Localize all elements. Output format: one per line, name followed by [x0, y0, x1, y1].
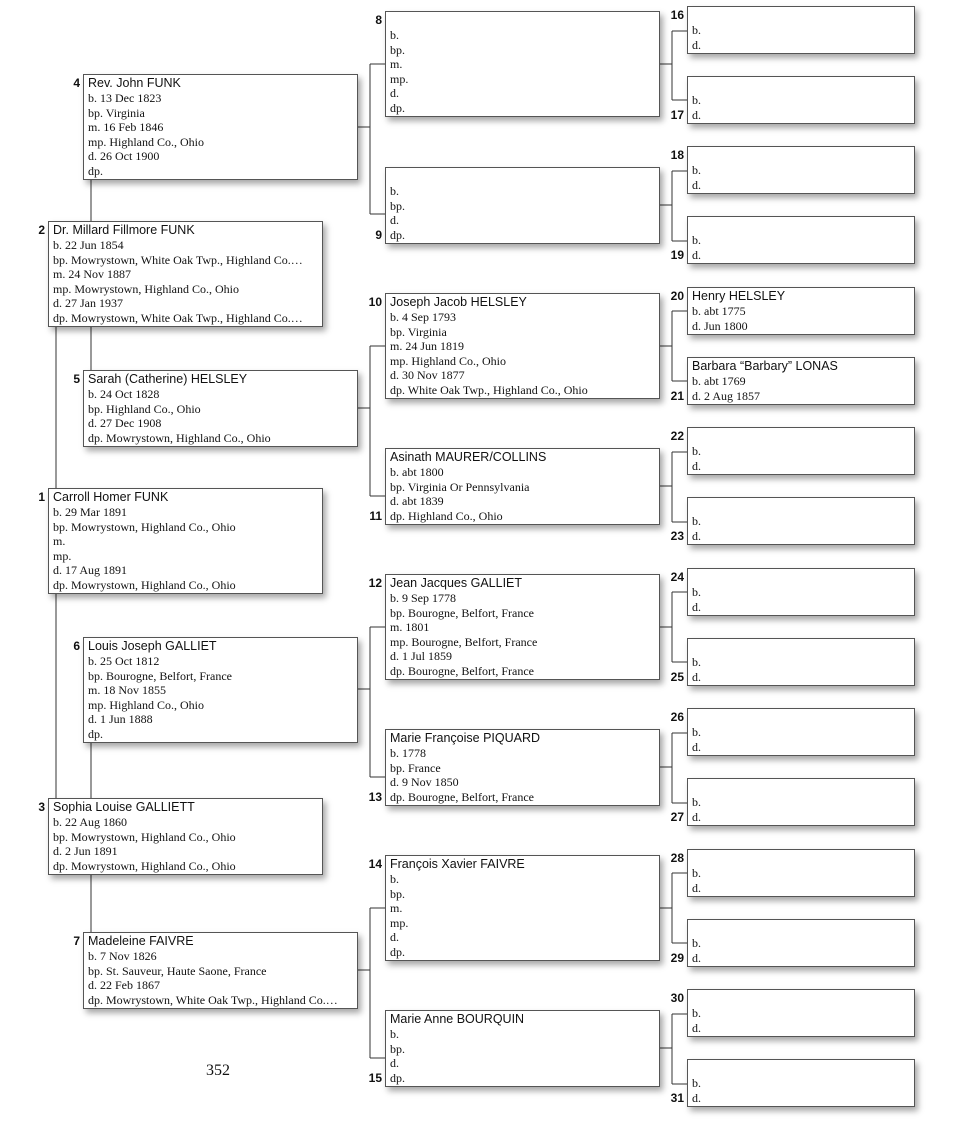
- fact-line: d.: [692, 880, 701, 895]
- ahnentafel-number: 27: [670, 810, 684, 824]
- fact-line: dp.: [390, 100, 405, 115]
- fact-line: dp.: [390, 944, 405, 959]
- fact-line: b. 22 Jun 1854: [53, 238, 124, 252]
- fact-line: dp. Mowrystown, Highland Co., Ohio: [53, 858, 236, 873]
- person-box-6[interactable]: [83, 637, 358, 743]
- fact-line: mp.: [53, 548, 72, 563]
- fact-line: b.: [390, 28, 399, 42]
- fact-line: b. 24 Oct 1828: [88, 387, 160, 401]
- person-box-20[interactable]: [687, 287, 915, 335]
- ahnentafel-number: 3: [38, 800, 45, 814]
- person-box-3[interactable]: [48, 798, 323, 875]
- person-facts: [692, 1006, 910, 1035]
- ahnentafel-number: 8: [375, 13, 382, 27]
- fact-line: d.: [692, 1090, 701, 1105]
- person-facts: [53, 505, 318, 592]
- fact-line: b.: [692, 866, 701, 880]
- person-box-2[interactable]: [48, 221, 323, 327]
- fact-line: d.: [692, 458, 701, 473]
- ahnentafel-number: 5: [73, 372, 80, 386]
- person-name: Marie Françoise PIQUARD: [390, 731, 541, 745]
- person-name: Carroll Homer FUNK: [53, 490, 169, 504]
- person-facts: [88, 387, 353, 445]
- person-facts: [390, 1027, 655, 1085]
- ahnentafel-number: 19: [670, 248, 684, 262]
- person-name: Jean Jacques GALLIET: [390, 576, 523, 590]
- fact-line: b.: [692, 233, 701, 247]
- fact-line: b.: [692, 1006, 701, 1020]
- fact-line: dp.: [88, 726, 103, 741]
- person-name: [692, 8, 910, 23]
- fact-line: d.: [692, 739, 701, 754]
- fact-line: d.: [692, 1020, 701, 1035]
- fact-line: b. 7 Nov 1826: [88, 949, 157, 963]
- person-box-14[interactable]: [385, 855, 660, 961]
- fact-line: d.: [692, 528, 701, 543]
- fact-line: bp.: [390, 886, 405, 901]
- fact-line: b. 13 Dec 1823: [88, 91, 162, 105]
- person-box-26[interactable]: [687, 708, 915, 756]
- person-name: [692, 921, 910, 936]
- fact-line: bp.: [390, 42, 405, 57]
- person-box-27[interactable]: [687, 778, 915, 826]
- person-box-5[interactable]: [83, 370, 358, 447]
- fact-line: b.: [692, 1076, 701, 1090]
- fact-line: b.: [692, 795, 701, 809]
- fact-line: m. 18 Nov 1855: [88, 683, 166, 697]
- fact-line: d.: [692, 669, 701, 684]
- fact-line: m.: [53, 534, 66, 548]
- fact-line: bp.: [390, 198, 405, 213]
- fact-line: d.: [390, 86, 399, 100]
- person-facts: [692, 655, 701, 684]
- person-box-18[interactable]: [687, 146, 915, 194]
- person-name: Sarah (Catherine) HELSLEY: [88, 372, 248, 386]
- person-facts: [692, 795, 701, 824]
- fact-line: d. 1 Jun 1888: [88, 712, 153, 726]
- person-box-24[interactable]: [687, 568, 915, 616]
- ahnentafel-number: 13: [368, 790, 382, 804]
- fact-line: m. 24 Nov 1887: [53, 267, 131, 281]
- ahnentafel-number: 1: [38, 490, 45, 504]
- fact-line: d. 1 Jul 1859: [390, 649, 453, 663]
- person-facts: [692, 233, 701, 262]
- fact-line: dp. Mowrystown, Highland Co., Ohio: [53, 577, 236, 592]
- person-name: Henry HELSLEY: [692, 289, 786, 303]
- person-facts: [390, 28, 655, 115]
- fact-line: bp.: [390, 1041, 405, 1056]
- fact-line: b. abt 1775: [692, 304, 746, 318]
- person-facts: [692, 304, 910, 333]
- person-box-16[interactable]: [687, 6, 915, 54]
- ahnentafel-number: 18: [670, 148, 684, 162]
- person-box-9[interactable]: [385, 167, 660, 244]
- person-name: Louis Joseph GALLIET: [88, 639, 217, 653]
- person-box-25[interactable]: [687, 638, 915, 686]
- person-box-21[interactable]: [687, 357, 915, 405]
- person-facts: [390, 872, 655, 959]
- fact-line: b.: [692, 93, 701, 107]
- person-name: [390, 169, 655, 184]
- fact-line: b.: [390, 1027, 399, 1041]
- fact-line: d.: [692, 107, 701, 122]
- fact-line: b.: [692, 444, 701, 458]
- fact-line: d.: [692, 247, 701, 262]
- fact-line: d.: [692, 809, 701, 824]
- fact-line: b.: [692, 936, 701, 950]
- fact-line: m. 24 Jun 1819: [390, 339, 465, 353]
- person-name: Asinath MAURER/COLLINS: [390, 450, 547, 464]
- fact-line: dp. Mowrystown, White Oak Twp., Highland Co.…: [88, 992, 338, 1007]
- person-box-15[interactable]: [385, 1010, 660, 1087]
- fact-line: b. abt 1769: [692, 374, 746, 388]
- person-facts: [53, 238, 318, 325]
- fact-line: d.: [390, 930, 399, 944]
- fact-line: bp. Bourogne, Belfort, France: [390, 605, 534, 620]
- person-name: [390, 13, 655, 28]
- person-name: [692, 1061, 910, 1076]
- fact-line: d. 9 Nov 1850: [390, 775, 459, 789]
- person-facts: [88, 91, 353, 178]
- person-name: Madeleine FAIVRE: [88, 934, 194, 948]
- person-box-19[interactable]: [687, 216, 915, 264]
- person-name: [692, 710, 910, 725]
- page-number: 352: [206, 1062, 230, 1079]
- fact-line: mp. Highland Co., Ohio: [88, 134, 204, 149]
- ahnentafel-number: 16: [670, 8, 684, 22]
- fact-line: b.: [692, 23, 701, 37]
- person-box-29[interactable]: [687, 919, 915, 967]
- fact-line: mp.: [390, 71, 409, 86]
- ahnentafel-number: 28: [670, 851, 684, 865]
- person-name: [692, 991, 910, 1006]
- ahnentafel-number: 31: [670, 1091, 684, 1105]
- ahnentafel-number: 20: [670, 289, 684, 303]
- person-name: [692, 499, 910, 514]
- ahnentafel-number: 17: [670, 108, 684, 122]
- fact-line: b. 4 Sep 1793: [390, 310, 456, 324]
- person-facts: [53, 815, 318, 873]
- person-box-22[interactable]: [687, 427, 915, 475]
- person-box-12[interactable]: [385, 574, 660, 680]
- person-facts: [692, 866, 910, 895]
- fact-line: d.: [390, 1056, 399, 1070]
- person-facts: [390, 310, 655, 397]
- fact-line: d. 27 Dec 1908: [88, 416, 162, 430]
- person-box-23[interactable]: [687, 497, 915, 545]
- fact-line: d.: [390, 213, 399, 227]
- fact-line: bp. Virginia Or Pennsylvania: [390, 479, 530, 494]
- fact-line: bp. Mowrystown, Highland Co., Ohio: [53, 519, 236, 534]
- person-facts: [692, 93, 701, 122]
- fact-line: dp. Highland Co., Ohio: [390, 508, 503, 523]
- person-box-1[interactable]: [48, 488, 323, 594]
- fact-line: d. Jun 1800: [692, 318, 748, 333]
- person-box-13[interactable]: [385, 729, 660, 806]
- fact-line: bp. Bourogne, Belfort, France: [88, 668, 232, 683]
- fact-line: mp. Mowrystown, Highland Co., Ohio: [53, 281, 239, 296]
- fact-line: d. abt 1839: [390, 494, 444, 508]
- fact-line: b.: [692, 725, 701, 739]
- fact-line: d. 17 Aug 1891: [53, 563, 128, 577]
- person-facts: [88, 949, 353, 1007]
- fact-line: dp. White Oak Twp., Highland Co., Ohio: [390, 382, 588, 397]
- person-box-10[interactable]: [385, 293, 660, 399]
- fact-line: d. 2 Aug 1857: [692, 388, 761, 403]
- fact-line: d. 22 Feb 1867: [88, 978, 160, 992]
- fact-line: b.: [390, 872, 399, 886]
- person-box-30[interactable]: [687, 989, 915, 1037]
- fact-line: b.: [692, 514, 701, 528]
- fact-line: bp. France: [390, 760, 441, 775]
- fact-line: b. abt 1800: [390, 465, 444, 479]
- person-box-28[interactable]: [687, 849, 915, 897]
- person-facts: [692, 585, 910, 614]
- fact-line: b. 9 Sep 1778: [390, 591, 456, 605]
- ahnentafel-number: 10: [368, 295, 382, 309]
- fact-line: bp. Mowrystown, Highland Co., Ohio: [53, 829, 236, 844]
- person-facts: [692, 1076, 701, 1105]
- ahnentafel-number: 25: [670, 670, 684, 684]
- fact-line: dp.: [88, 163, 103, 178]
- person-name: [692, 148, 910, 163]
- fact-line: mp.: [390, 915, 409, 930]
- fact-line: bp. Virginia: [390, 324, 447, 339]
- fact-line: b. 25 Oct 1812: [88, 654, 160, 668]
- ahnentafel-number: 2: [38, 223, 45, 237]
- person-name: [692, 218, 910, 233]
- fact-line: d.: [692, 599, 701, 614]
- fact-line: bp. St. Sauveur, Haute Saone, France: [88, 963, 267, 978]
- fact-line: b.: [692, 163, 701, 177]
- person-name: Marie Anne BOURQUIN: [390, 1012, 525, 1026]
- person-facts: [692, 444, 910, 473]
- person-name: [692, 780, 910, 795]
- fact-line: m. 16 Feb 1846: [88, 120, 164, 134]
- ahnentafel-number: 14: [368, 857, 382, 871]
- person-facts: [692, 23, 910, 52]
- fact-line: dp. Bourogne, Belfort, France: [390, 663, 534, 678]
- fact-line: dp.: [390, 227, 405, 242]
- ahnentafel-number: 6: [73, 639, 80, 653]
- fact-line: b.: [390, 184, 399, 198]
- fact-line: mp. Highland Co., Ohio: [390, 353, 506, 368]
- fact-line: d.: [692, 37, 701, 52]
- person-facts: [390, 465, 655, 523]
- fact-line: d.: [692, 950, 701, 965]
- fact-line: bp. Virginia: [88, 105, 145, 120]
- person-name: Sophia Louise GALLIETT: [53, 800, 195, 814]
- person-facts: [692, 163, 910, 192]
- person-facts: [88, 654, 353, 741]
- ahnentafel-number: 9: [375, 228, 382, 242]
- fact-line: m.: [390, 901, 403, 915]
- ahnentafel-number: 26: [670, 710, 684, 724]
- person-box-4[interactable]: [83, 74, 358, 180]
- person-name: [692, 640, 910, 655]
- ahnentafel-number: 15: [368, 1071, 382, 1085]
- person-name: Joseph Jacob HELSLEY: [390, 295, 527, 309]
- fact-line: m.: [390, 57, 403, 71]
- fact-line: bp. Highland Co., Ohio: [88, 401, 201, 416]
- fact-line: b. 29 Mar 1891: [53, 505, 127, 519]
- ahnentafel-number: 4: [73, 76, 80, 90]
- fact-line: mp. Bourogne, Belfort, France: [390, 634, 538, 649]
- person-box-31[interactable]: [687, 1059, 915, 1107]
- ahnentafel-number: 29: [670, 951, 684, 965]
- fact-line: b.: [692, 655, 701, 669]
- fact-line: d. 26 Oct 1900: [88, 149, 160, 163]
- fact-line: dp. Mowrystown, White Oak Twp., Highland Co.…: [53, 310, 303, 325]
- person-facts: [692, 725, 910, 754]
- fact-line: b.: [692, 585, 701, 599]
- fact-line: dp.: [390, 1070, 405, 1085]
- ahnentafel-number: 22: [670, 429, 684, 443]
- person-name: [692, 570, 910, 585]
- fact-line: dp. Bourogne, Belfort, France: [390, 789, 534, 804]
- ahnentafel-number: 7: [73, 934, 80, 948]
- ahnentafel-number: 12: [368, 576, 382, 590]
- person-box-7[interactable]: [83, 932, 358, 1009]
- ahnentafel-number: 21: [670, 389, 684, 403]
- fact-line: b. 22 Aug 1860: [53, 815, 128, 829]
- fact-line: d. 2 Jun 1891: [53, 844, 118, 858]
- person-box-17[interactable]: [687, 76, 915, 124]
- person-facts: [390, 746, 655, 804]
- person-name: [692, 851, 910, 866]
- fact-line: d. 27 Jan 1937: [53, 296, 123, 310]
- fact-line: m. 1801: [390, 620, 430, 634]
- person-name: Barbara “Barbary” LONAS: [692, 359, 838, 373]
- fact-line: b. 1778: [390, 746, 426, 760]
- person-name: [692, 78, 910, 93]
- fact-line: bp. Mowrystown, White Oak Twp., Highland Co.…: [53, 252, 303, 267]
- person-box-8[interactable]: [385, 11, 660, 117]
- ahnentafel-number: 24: [670, 570, 684, 584]
- person-facts: [692, 374, 910, 403]
- ahnentafel-number: 11: [369, 509, 382, 523]
- fact-line: d. 30 Nov 1877: [390, 368, 465, 382]
- person-name: François Xavier FAIVRE: [390, 857, 525, 871]
- person-facts: [390, 184, 405, 242]
- person-facts: [692, 936, 701, 965]
- person-name: Dr. Millard Fillmore FUNK: [53, 223, 195, 237]
- person-facts: [390, 591, 655, 678]
- person-box-11[interactable]: [385, 448, 660, 525]
- person-name: [692, 429, 910, 444]
- fact-line: mp. Highland Co., Ohio: [88, 697, 204, 712]
- ahnentafel-number: 30: [670, 991, 684, 1005]
- person-facts: [692, 514, 701, 543]
- ahnentafel-number: 23: [670, 529, 684, 543]
- person-name: Rev. John FUNK: [88, 76, 181, 90]
- fact-line: dp. Mowrystown, Highland Co., Ohio: [88, 430, 271, 445]
- fact-line: d.: [692, 177, 701, 192]
